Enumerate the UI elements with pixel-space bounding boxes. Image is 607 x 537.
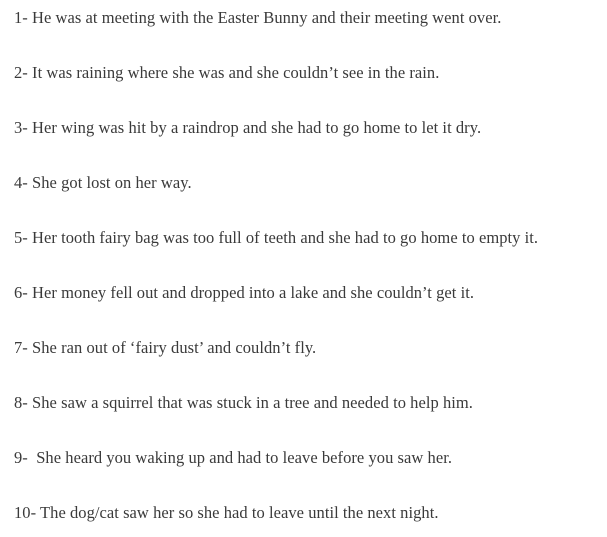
list-item: 1- He was at meeting with the Easter Bunny and their meeting went over. — [14, 8, 502, 27]
list-item: 8- She saw a squirrel that was stuck in a tree and needed to help him. — [14, 393, 473, 412]
list-item: 2- It was raining where she was and she couldn’t see in the rain. — [14, 63, 440, 82]
list-item: 10- The dog/cat saw her so she had to leave until the next night. — [14, 503, 439, 522]
list-item: 9- She heard you waking up and had to leave before you saw her. — [14, 448, 453, 467]
list-item: 4- She got lost on her way. — [14, 173, 192, 192]
list-item: 5- Her tooth fairy bag was too full of teeth and she had to go home to empty it. — [14, 228, 539, 247]
list-item: 6- Her money fell out and dropped into a lake and she couldn’t get it. — [14, 283, 475, 302]
list-item: 3- Her wing was hit by a raindrop and she had to go home to let it dry. — [14, 118, 482, 137]
list-item: 7- She ran out of ‘fairy dust’ and couldn’t fly. — [14, 338, 317, 357]
